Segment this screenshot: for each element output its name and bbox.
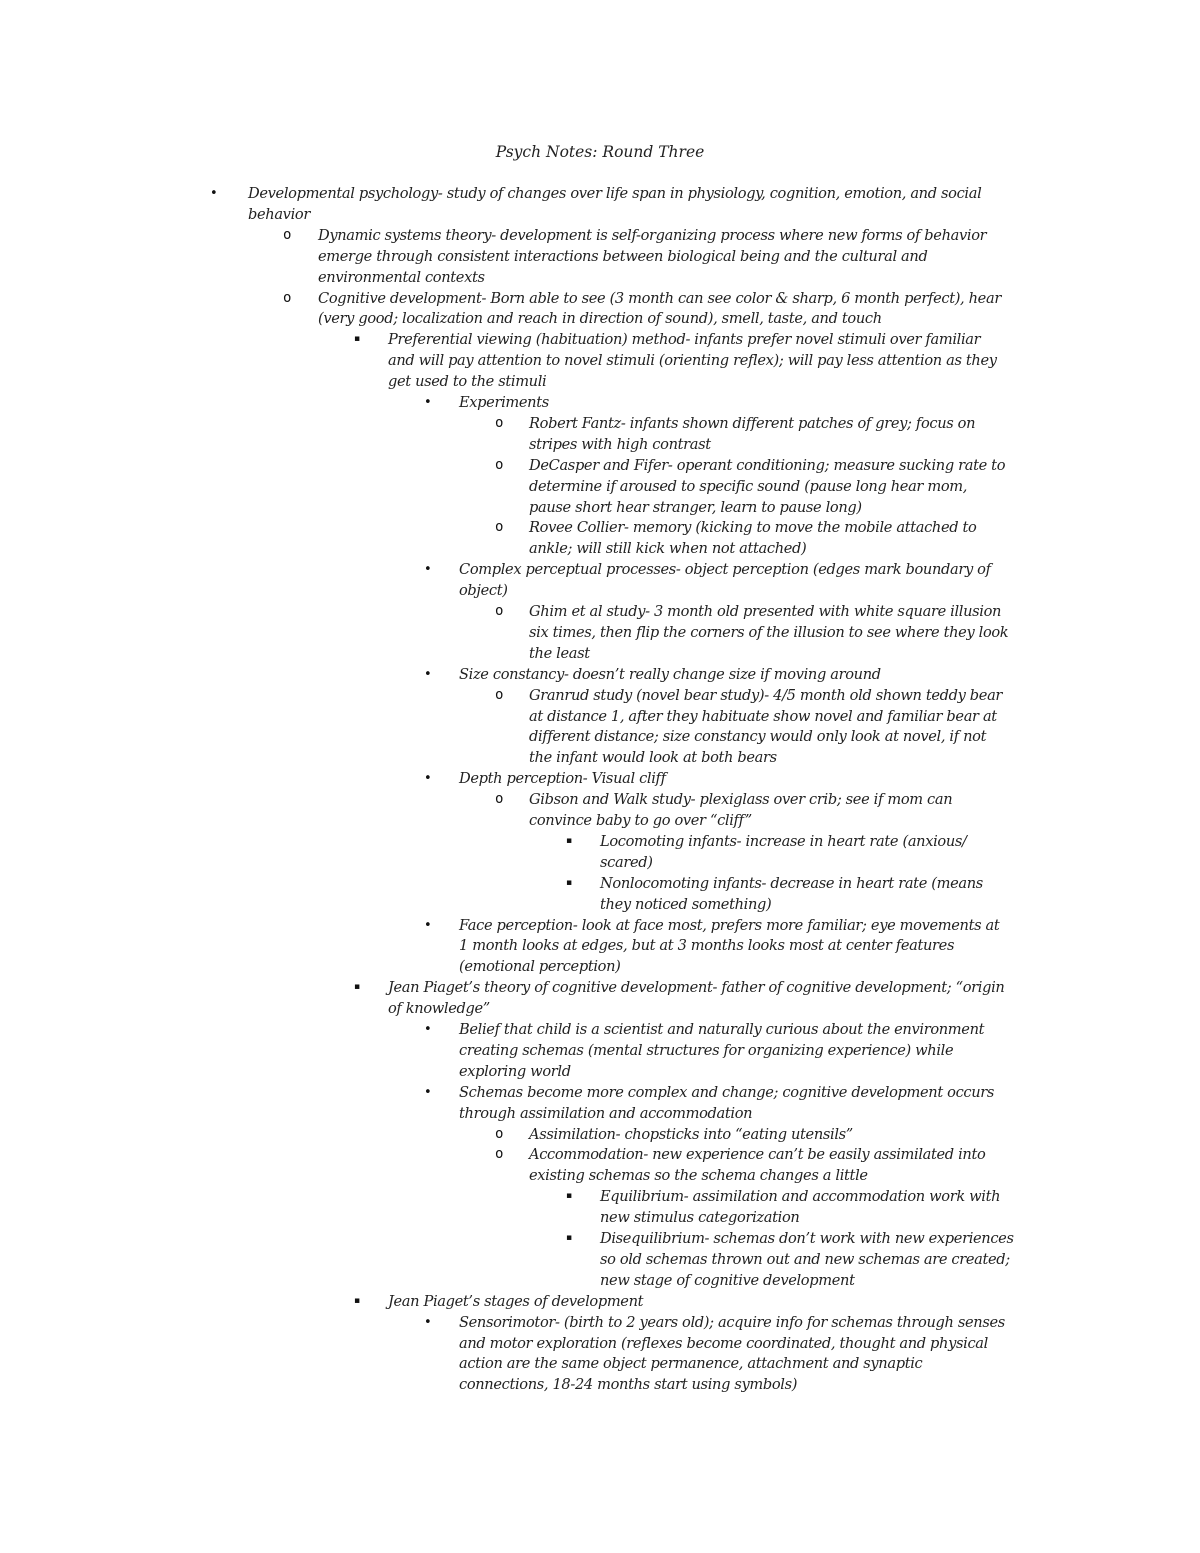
disc-bullet-icon: • xyxy=(424,395,432,410)
note-line: behavior xyxy=(248,205,310,223)
square-bullet-icon: ▪ xyxy=(566,835,573,846)
square-bullet-icon: ▪ xyxy=(566,1233,573,1243)
note-line: exploring world xyxy=(459,1062,571,1080)
note-line: Gibson and Walk study- plexiglass over crib; see if mom can xyxy=(529,791,953,809)
note-line: determine if aroused to specific sound (pause long hear mom, xyxy=(529,477,968,495)
note-line: Schemas become more complex and change; cognitive development occurs xyxy=(459,1083,995,1101)
note-line: new stimulus categorization xyxy=(600,1209,800,1227)
note-line: Dynamic systems theory- development is self-organizing process where new forms of behavior xyxy=(318,226,987,244)
circle-bullet-icon: o xyxy=(495,519,504,536)
note-line: Accommodation- new experience can’t be easily assimilated into xyxy=(529,1146,986,1164)
note-line: Depth perception- Visual cliff xyxy=(459,770,666,788)
note-line: Granrud study (novel bear study)- 4/5 month old shown teddy bear xyxy=(529,686,1003,704)
note-line: (very good; localization and reach in direction of sound), smell, taste, and touch xyxy=(318,310,882,328)
note-line: Face perception- look at face most, prefers more familiar; eye movements at xyxy=(459,916,1000,934)
note-line: Belief that child is a scientist and naturally curious about the environment xyxy=(459,1021,985,1038)
note-line: stripes with high contrast xyxy=(529,435,711,453)
note-line: through assimilation and accommodation xyxy=(459,1104,753,1122)
note-line: Robert Fantz- infants shown different patches of grey; focus on xyxy=(529,414,976,432)
disc-bullet-icon: • xyxy=(424,917,432,933)
note-line: Disequilibrium- schemas don’t work with new experiences xyxy=(600,1230,1014,1247)
note-line: the least xyxy=(529,644,590,662)
note-line: and motor exploration (reflexes become coordinated, thought and physical xyxy=(459,1334,988,1352)
note-line: existing schemas so the schema changes a little xyxy=(529,1167,868,1185)
note-line: they noticed something) xyxy=(600,895,772,913)
note-line: Cognitive development- Born able to see (3 month can see color & sharp, 6 month perfect), hear xyxy=(318,289,1001,307)
note-line: object) xyxy=(459,582,508,600)
note-line: emerge through consistent interactions between biological being and the cultural and xyxy=(318,247,928,265)
note-line: Nonlocomoting infants- decrease in heart rate (means xyxy=(600,874,983,892)
note-line: Locomoting infants- increase in heart rate (anxious/ xyxy=(600,832,967,850)
note-line: Assimilation- chopsticks into “eating utensils” xyxy=(529,1125,853,1143)
note-line: pause short hear stranger, learn to pause long) xyxy=(529,498,862,516)
note-line: and will pay attention to novel stimuli (orienting reflex); will pay less attention as they xyxy=(388,352,997,370)
circle-bullet-icon: o xyxy=(495,1146,504,1163)
note-line: convince baby to go over “cliff” xyxy=(529,812,752,829)
circle-bullet-icon: o xyxy=(495,791,504,808)
note-line: DeCasper and Fifer- operant conditioning; measure sucking rate to xyxy=(529,456,1006,474)
note-line: Developmental psychology- study of changes over life span in physiology, cognition, emotion, and social xyxy=(248,185,982,202)
note-line: different distance; size constancy would only look at novel, if not xyxy=(529,728,987,746)
note-line: 1 month looks at edges, but at 3 months looks most at center features xyxy=(459,937,955,955)
note-line: action are the same object permanence, attachment and synaptic xyxy=(459,1355,923,1373)
note-line: get used to the stimuli xyxy=(388,373,547,391)
disc-bullet-icon: • xyxy=(424,1084,432,1100)
disc-bullet-icon: • xyxy=(424,1314,432,1330)
circle-bullet-icon: o xyxy=(283,226,292,243)
disc-bullet-icon: • xyxy=(424,771,432,787)
note-line: environmental contexts xyxy=(318,268,485,286)
note-line: so old schemas thrown out and new schemas are created; xyxy=(600,1250,1010,1268)
note-line: Preferential viewing (habituation) method- infants prefer novel stimuli over familiar xyxy=(388,331,981,349)
square-bullet-icon: ▪ xyxy=(354,1295,361,1306)
circle-bullet-icon: o xyxy=(283,289,292,306)
circle-bullet-icon: o xyxy=(495,1125,504,1142)
disc-bullet-icon: • xyxy=(210,186,218,201)
note-line: Jean Piaget’s stages of development xyxy=(388,1292,644,1310)
note-line: Complex perceptual processes- object perception (edges mark boundary of xyxy=(459,561,991,579)
note-line: Jean Piaget’s theory of cognitive development- father of cognitive development; “origin xyxy=(388,979,1005,997)
note-line: (emotional perception) xyxy=(459,958,621,976)
disc-bullet-icon: • xyxy=(424,1022,432,1037)
note-line: Ghim et al study- 3 month old presented with white square illusion xyxy=(529,603,1002,620)
note-line: ankle; will still kick when not attached) xyxy=(529,540,807,558)
circle-bullet-icon: o xyxy=(495,456,504,473)
square-bullet-icon: ▪ xyxy=(354,982,361,993)
square-bullet-icon: ▪ xyxy=(566,877,573,888)
note-line: Equilibrium- assimilation and accommodation work with xyxy=(600,1188,1001,1206)
page-title: Psych Notes: Round Three xyxy=(495,143,705,161)
note-line: at distance 1, after they habituate show novel and familiar bear at xyxy=(529,707,997,725)
note-line: Sensorimotor- (birth to 2 years old); acquire info for schemas through senses xyxy=(459,1313,1005,1331)
note-line: Size constancy- doesn’t really change size if moving around xyxy=(459,665,881,683)
disc-bullet-icon: • xyxy=(424,666,432,682)
circle-bullet-icon: o xyxy=(495,603,504,619)
square-bullet-icon: ▪ xyxy=(354,334,361,345)
note-line: Rovee Collier- memory (kicking to move the mobile attached to xyxy=(529,519,977,537)
square-bullet-icon: ▪ xyxy=(566,1191,573,1202)
circle-bullet-icon: o xyxy=(495,686,504,703)
note-line: new stage of cognitive development xyxy=(600,1271,855,1289)
note-line: the infant would look at both bears xyxy=(529,749,777,767)
circle-bullet-icon: o xyxy=(495,414,504,431)
note-line: creating schemas (mental structures for organizing experience) while xyxy=(459,1041,954,1059)
note-line: of knowledge” xyxy=(388,1000,490,1018)
disc-bullet-icon: • xyxy=(424,562,432,578)
note-line: connections, 18-24 months start using symbols) xyxy=(459,1376,798,1394)
note-line: six times, then flip the corners of the illusion to see where they look xyxy=(529,623,1009,641)
note-line: Experiments xyxy=(459,394,549,411)
note-line: scared) xyxy=(600,853,653,871)
